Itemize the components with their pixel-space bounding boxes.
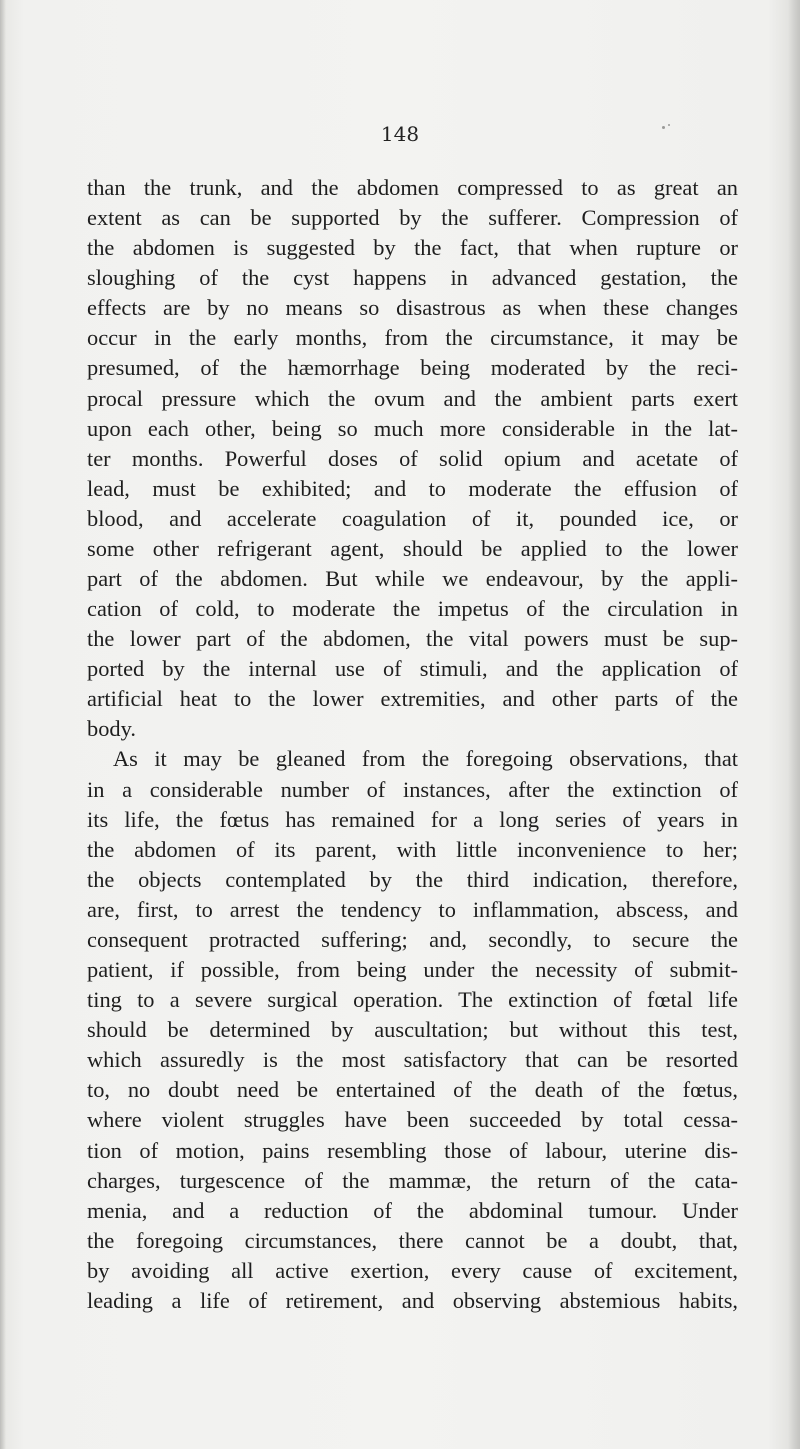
text-line: ter months. Powerful doses of solid opium and acetate of bbox=[87, 445, 738, 471]
text-line: ting to a severe surgical operation. The extinction of fœtal life bbox=[87, 987, 738, 1013]
text-line: presumed, of the hæmorrhage being moderated by the reci- bbox=[87, 355, 738, 381]
page-gutter-shadow bbox=[0, 0, 6, 1449]
text-line: the abdomen of its parent, with little inconvenience to her; bbox=[87, 836, 738, 862]
text-line: upon each other, being so much more considerable in the lat- bbox=[87, 415, 738, 441]
text-line: effects are by no means so disastrous as when these changes bbox=[87, 295, 738, 321]
text-line: to, no doubt need be entertained of the death of the fœtus, bbox=[87, 1077, 738, 1103]
text-line: cation of cold, to moderate the impetus of the circulation in bbox=[87, 596, 738, 622]
text-line: artificial heat to the lower extremities, and other parts of the bbox=[87, 686, 738, 712]
text-line: some other refrigerant agent, should be applied to the lower bbox=[87, 535, 738, 561]
text-line: in a considerable number of instances, after the extinction of bbox=[87, 776, 738, 802]
text-line: consequent protracted suffering; and, secondly, to secure the bbox=[87, 926, 738, 952]
text-line: part of the abdomen. But while we endeavour, by the appli- bbox=[87, 566, 738, 592]
text-line: its life, the fœtus has remained for a long series of years in bbox=[87, 806, 738, 832]
text-line: procal pressure which the ovum and the ambient parts exert bbox=[87, 385, 738, 411]
text-line: body. bbox=[87, 716, 136, 742]
text-line: where violent struggles have been succeeded by total cessa- bbox=[87, 1107, 738, 1133]
page-number: 148 bbox=[380, 122, 420, 146]
text-line: sloughing of the cyst happens in advanced gestation, the bbox=[87, 265, 738, 291]
text-line: are, first, to arrest the tendency to inflammation, abscess, and bbox=[87, 896, 738, 922]
text-line: which assuredly is the most satisfactory that can be resorted bbox=[87, 1047, 738, 1073]
text-line: the abdomen is suggested by the fact, that when rupture or bbox=[87, 235, 738, 261]
text-line: by avoiding all active exertion, every cause of excitement, bbox=[87, 1257, 738, 1283]
text-line: the foregoing circumstances, there cannot be a doubt, that, bbox=[87, 1227, 738, 1253]
text-line: extent as can be supported by the sufferer. Compression of bbox=[87, 205, 738, 231]
text-line: charges, turgescence of the mammæ, the return of the cata- bbox=[87, 1167, 738, 1193]
text-line: ported by the internal use of stimuli, and the application of bbox=[87, 656, 738, 682]
text-line: occur in the early months, from the circumstance, it may be bbox=[87, 325, 738, 351]
text-line: than the trunk, and the abdomen compressed to as great an bbox=[87, 175, 738, 200]
text-line: tion of motion, pains resembling those of labour, uterine dis- bbox=[87, 1137, 738, 1163]
text-line: leading a life of retirement, and observing abstemious habits, bbox=[87, 1287, 738, 1313]
text-line: As it may be gleaned from the foregoing observations, that bbox=[113, 746, 738, 772]
text-line: should be determined by auscultation; but without this test, bbox=[87, 1017, 738, 1043]
text-line: blood, and accelerate coagulation of it, pounded ice, or bbox=[87, 505, 738, 531]
body-text bbox=[87, 173, 738, 1316]
text-line: lead, must be exhibited; and to moderate the effusion of bbox=[87, 475, 738, 501]
page-edge-shadow bbox=[788, 0, 800, 1449]
text-line: the lower part of the abdomen, the vital powers must be sup- bbox=[87, 626, 738, 652]
text-line: patient, if possible, from being under the necessity of submit- bbox=[87, 957, 738, 983]
text-line: menia, and a reduction of the abdominal tumour. Under bbox=[87, 1197, 738, 1223]
text-line: the objects contemplated by the third indication, therefore, bbox=[87, 866, 738, 892]
